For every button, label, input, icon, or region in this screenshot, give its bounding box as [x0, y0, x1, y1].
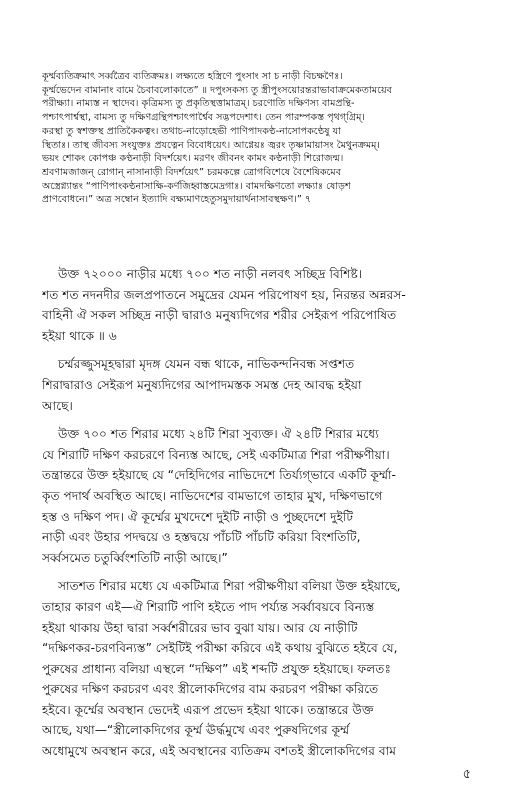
paragraph: [42, 424, 480, 568]
text-line: আছে।: [42, 398, 73, 413]
commentary-line: কূর্ম্মব্যতিক্রমাৎ সর্ব্বত্রৈব ব্যতিক্রমঃ। লক্ষ্যতে হস্ত্ৰিণে পুংসাং সা চ নাড়ী বিচক্ষণৈঃ।: [42, 71, 343, 82]
text-line: সাতশত শিরার মধ্যে যে একটিমাত্র শিরা পরীক্ষণীয়া বলিয়া উক্ত হইয়াছে,: [58, 579, 401, 594]
commentary-line: স্থিতাঃ। তাস্থ জীবস্য সংযুক্তঃ প্রযত্নেন বিবোধয়েৎ। আগ্নেয়ঃ জ্বরং তৃষ্ণামায়াসং মৈথুনক্রমম্‌।: [42, 139, 380, 151]
text-line: হস্ত ও দক্ষিণ পদ। ঐ কূর্ম্মের মুখদেশে দুইটি নাড়ী ও পুচ্ছদেশে দুইটি: [42, 509, 353, 524]
text-line: সর্ব্বসমেত চতুর্ব্বিংশতিটি নাড়ী আছে।”: [42, 550, 228, 565]
commentary-line: ভয়ং শোকং কোপঞ্চ কণ্ঠনাড়ী বিদর্শয়েৎ। মরণং জীবনং কামং কণ্ঠনাড়ী শিরোজন্ম।: [42, 153, 344, 165]
text-line: উক্ত ৭০০ শত শিরার মধ্যে ২৪টি শিরা সুব্যক্ত। ঐ ২৪টি শিরার মধ্যে: [58, 427, 379, 442]
text-line: অধোমুখে অবস্থান করে, এই অবস্থানের ব্যতিক্রম বশতই স্ত্রীলোকদিগের বাম: [42, 744, 396, 759]
text-line: উক্ত ৭২০০০ নাড়ীর মধ্যে ৭০০ শত নাড়ী নলবৎ সচ্ছিদ্র বিশিষ্ট।: [58, 267, 363, 281]
paragraph: [42, 354, 480, 416]
text-line: যে শিরাটি দক্ষিণ করচরণে বিন্যস্ত আছে, সেই একটিমাত্র শিরা পরীক্ষণীয়া।: [42, 447, 390, 462]
commentary-line: করস্থা তু স্বশক্তস্থ প্রাতিকৈকত্বং। তথাচ-নাড়োহেভী পাণিপাদকণ্ঠ-নাসোপকণ্ঠেষু যা: [42, 125, 341, 137]
paragraph: [42, 264, 480, 346]
paragraph: [42, 576, 480, 761]
text-line: কৃত পদার্থ অবস্থিত আছে। নাভিদেশের বামভাগে তাহার মুখ, দক্ষিণভাগে: [42, 488, 383, 503]
text-line: পুরুষের প্রাধান্য বলিয়া এস্থলে “দক্ষিণ” এই শব্দটি প্রযুক্ত হইয়াছে। ফলতঃ: [42, 661, 391, 676]
text-line: শিরাদ্বারাও সেইরূপ মনুষ্যদিগের আপাদমস্তক সমস্ত দেহ আবদ্ধ হইয়া: [42, 377, 362, 392]
text-line: নাড়ী এবং উহার পদদ্বয়ে ও হস্তদ্বয়ে পাঁচটি পাঁচটি করিয়া বিংশতিটি,: [42, 530, 361, 545]
sanskrit-commentary: [42, 70, 480, 207]
text-line: হইবে। কূর্ম্মের অবস্থান ভেদেই এরূপ প্রভেদ হইয়া থাকে। তন্ত্রান্তরে উক্ত: [42, 702, 374, 717]
commentary-line: কূর্ম্মভেদেন বামানাং বামে চৈবাবলোকাতে” ॥ দপুংসকস্য তু স্ত্রীপুংসয়োরন্তরাভাবাক্রমেকতাময়েব: [42, 84, 392, 96]
text-line: হইয়া থাকে ॥ ৬: [42, 328, 117, 343]
commentary-line: প্রাণবোধনে।” অত্র সম্বোন ইত্যাদি বক্ষ্যমাণহেতুসমুদায়ার্থনাসাবস্থক্ষণ।” ৭: [42, 194, 312, 206]
text-line: শত শত নদনদীর জলপ্রপাতনে সমুদ্রের যেমন পরিপোষণ হয়, নিরন্তর অন্নরস-: [42, 287, 406, 302]
commentary-line: পশ্চাৎপার্শ্বস্থা, বামস্য তু দক্ষিণগ্রন্থিপশ্চাৎপার্শ্বৈব সদ্ভপদেশাৎ। তেন পারম্পকস্ত পৃথগ্‌গ্রিম্‌।: [42, 112, 365, 124]
text-line: বাহিনী ঐ সকল সচ্ছিদ্র নাড়ী দ্বারাও মনুষ্যদিগের শরীর সেইরূপ পরিপোষিত: [42, 308, 397, 323]
commentary-line: শ্রবণামজাজন্‌ রোগান্‌ নাসানাড়ী বিদর্শয়েৎ” চরমকল্পে ত্রোগবিশেষে বৈশেষিকমেব: [42, 166, 342, 178]
text-line: তাহার কারণ এই—ঐ শিরাটি পাণি হইতে পাদ পর্য্যন্ত সর্ব্বাবয়বে বিন্যস্ত: [42, 599, 375, 614]
text-line: আছে, যথা—“স্ত্রীলোকদিগের কূর্ম্ম ঊর্দ্ধমুখে এবং পুরুষদিগের কূর্ম্ম: [42, 723, 350, 738]
text-line: চর্ম্মরজ্জুসমূহদ্বারা মৃদঙ্গ যেমন বন্ধ থাকে, নাভিকন্দনিবন্ধ সপ্তশত: [58, 357, 355, 372]
page-number: ৫: [462, 767, 471, 782]
text-line: হইয়া থাকায় উহা দ্বারা সর্ব্বশরীরের ভাব বুঝা যায়। আর যে নাড়ীটি: [42, 620, 358, 635]
text-line: পুরুষের দক্ষিণ করচরণ এবং স্ত্রীলোকদিগের বাম করচরণ পরীক্ষা করিতে: [42, 682, 379, 697]
text-line: “দক্ষিণকর-চরণবিন্যস্ত” সেইটিই পরীক্ষা করিবে এই কথায় বুঝিতে হইবে যে,: [42, 641, 398, 656]
text-line: তন্ত্রান্তরে উক্ত হইয়াছে যে “দেহিদিগের নাভিদেশে তির্য্যগ্‌ভাবে একটি কূর্ম্মা-: [42, 468, 396, 483]
commentary-line: পরীক্ষ্যা। নাম্যস্ত ন স্থাদেব। কৃত্রিমস্য তু প্রকৃতিস্থত্তামাত্রম্‌। চরণোতি দক্ষিণস্য বামপ্রন্থি-: [42, 98, 355, 110]
main-text: [42, 264, 480, 770]
commentary-line: অস্ত্রেগ্ন্যান্তং “পাণিপাংকণ্ঠনাসাক্ষি-কর্ণজিহ্বাস্তমেদ্রগাঃ। বামদক্ষিণতো লক্ষ্যাঃ ষোড়শ: [42, 180, 351, 192]
